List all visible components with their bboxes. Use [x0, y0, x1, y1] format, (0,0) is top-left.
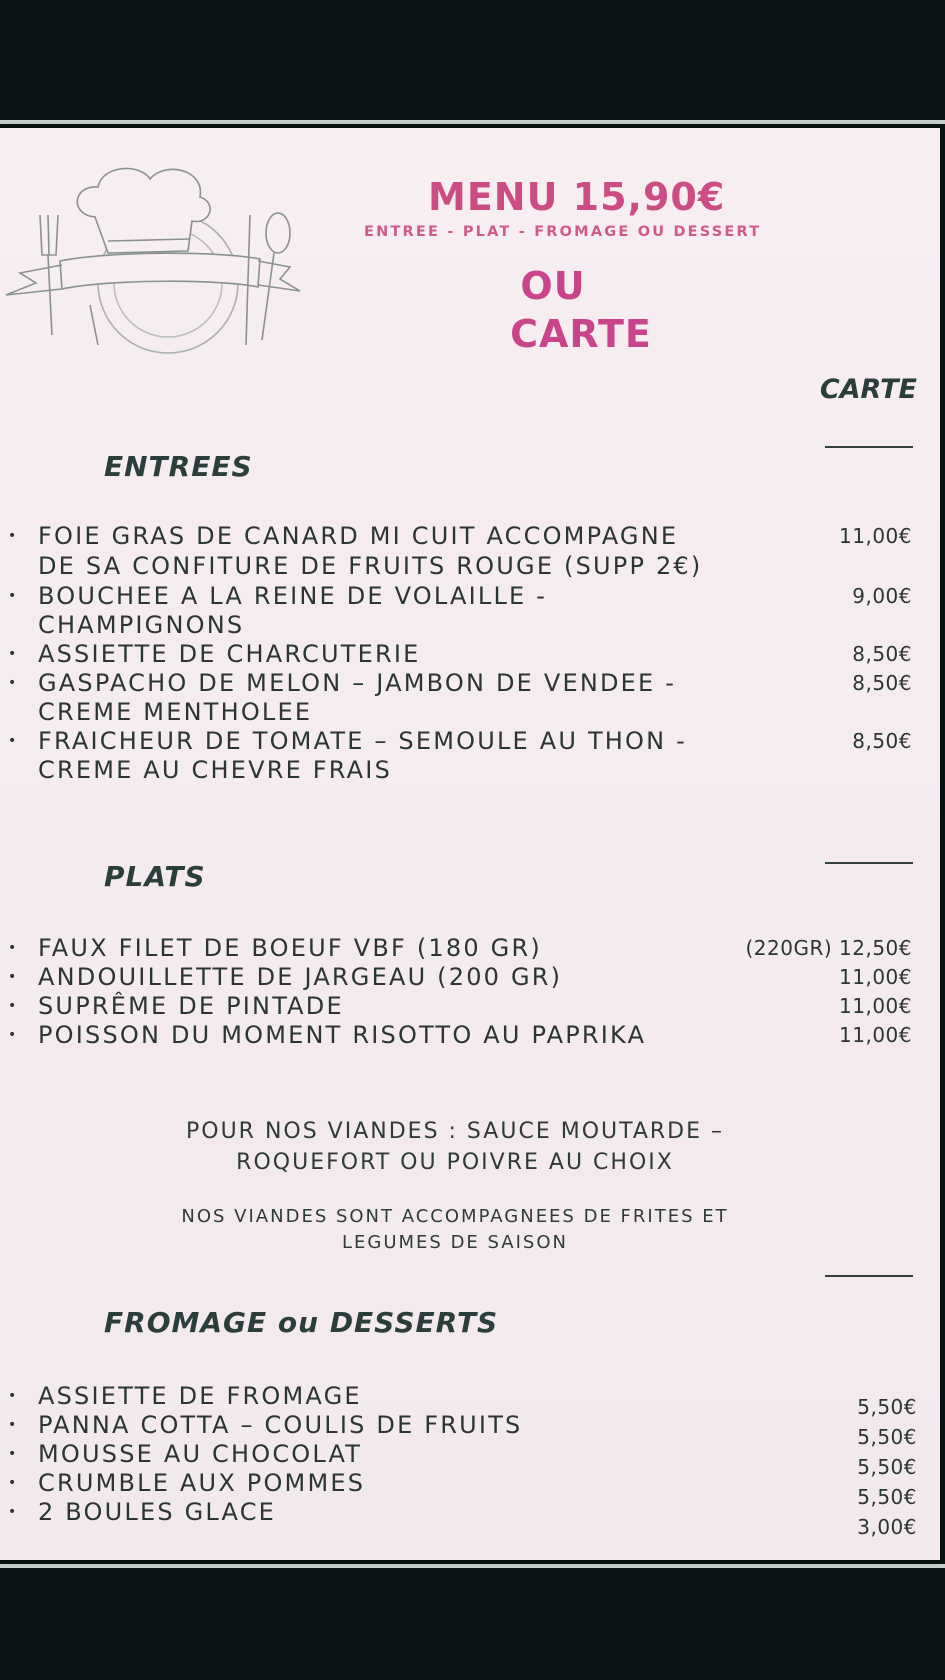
bullet-icon: • — [8, 1446, 19, 1462]
item-price: 5,50€ — [857, 1395, 917, 1419]
bullet-icon: • — [8, 969, 19, 985]
carte-word: CARTE — [510, 312, 652, 356]
divider-rule — [825, 446, 913, 448]
bullet-icon: • — [8, 1504, 19, 1520]
section-title-part: FROMAGE — [104, 1306, 268, 1339]
item-price: 8,50€ — [852, 729, 912, 753]
section-title-part: ou — [277, 1306, 320, 1339]
item-name: FRAICHEUR DE TOMATE – SEMOULE AU THON - — [38, 727, 687, 755]
item-price: 5,50€ — [857, 1425, 917, 1449]
bottom-frame-line — [0, 1564, 945, 1568]
sauce-note — [100, 1116, 810, 1178]
bullet-icon: • — [8, 646, 19, 662]
item-name: FOIE GRAS DE CANARD MI CUIT ACCOMPAGNE — [38, 522, 679, 550]
sides-note — [100, 1204, 810, 1256]
item-price: 3,00€ — [857, 1515, 917, 1539]
section-title-part: DESSERTS — [329, 1306, 499, 1339]
sauce-note-line: ROQUEFORT OU POIVRE AU CHOIX — [236, 1150, 674, 1175]
item-price: 9,00€ — [852, 584, 912, 608]
or-word: OU — [520, 264, 586, 308]
sauce-note-line: POUR NOS VIANDES : SAUCE MOUTARDE – — [185, 1119, 725, 1144]
bullet-icon: • — [8, 675, 19, 691]
bullet-icon: • — [8, 1388, 19, 1404]
bullet-icon: • — [8, 528, 19, 544]
item-name: POISSON DU MOMENT RISOTTO AU PAPRIKA — [38, 1021, 647, 1049]
item-name: PANNA COTTA – COULIS DE FRUITS — [38, 1411, 523, 1439]
bullet-icon: • — [8, 733, 19, 749]
section-title-entrees: ENTREES — [104, 450, 253, 483]
bullet-icon: • — [8, 1417, 19, 1433]
item-price: 11,00€ — [839, 1023, 912, 1047]
chef-hat-plate-cutlery-icon — [0, 155, 320, 355]
item-price: 8,50€ — [852, 642, 912, 666]
item-price: 5,50€ — [857, 1455, 917, 1479]
item-name: DE SA CONFITURE DE FRUITS ROUGE (SUPP 2€) — [38, 552, 703, 580]
sides-note-line: LEGUMES DE SAISON — [342, 1232, 568, 1253]
item-name: CHAMPIGNONS — [38, 611, 245, 639]
bullet-icon: • — [8, 588, 19, 604]
item-name: CREME MENTHOLEE — [38, 698, 313, 726]
item-name: ASSIETTE DE FROMAGE — [38, 1382, 362, 1410]
item-name: CRUMBLE AUX POMMES — [38, 1469, 366, 1497]
divider-rule — [825, 1275, 913, 1277]
item-price: 11,00€ — [839, 965, 912, 989]
bullet-icon: • — [8, 1475, 19, 1491]
section-title-plats: PLATS — [104, 860, 206, 893]
item-price: 11,00€ — [839, 994, 912, 1018]
item-price: (220GR) 12,50€ — [745, 936, 912, 960]
item-name: FAUX FILET DE BOEUF VBF (180 GR) — [38, 934, 542, 962]
bullet-icon: • — [8, 1027, 19, 1043]
item-name: CREME AU CHEVRE FRAIS — [38, 756, 393, 784]
bullet-icon: • — [8, 940, 19, 956]
top-frame-line — [0, 120, 945, 124]
item-name: ASSIETTE DE CHARCUTERIE — [38, 640, 421, 668]
section-title-desserts — [104, 1306, 498, 1339]
menu-subtitle: ENTREE - PLAT - FROMAGE OU DESSERT — [364, 224, 762, 240]
item-name: GASPACHO DE MELON – JAMBON DE VENDEE - — [38, 669, 677, 697]
bullet-icon: • — [8, 998, 19, 1014]
item-name: SUPRÊME DE PINTADE — [38, 992, 344, 1020]
item-name: MOUSSE AU CHOCOLAT — [38, 1440, 363, 1468]
menu-price-title: MENU 15,90€ — [428, 175, 726, 219]
sides-note-line: NOS VIANDES SONT ACCOMPAGNEES DE FRITES ET — [181, 1206, 729, 1227]
item-price: 11,00€ — [839, 524, 912, 548]
carte-column-label: CARTE — [819, 374, 917, 405]
item-name: 2 BOULES GLACE — [38, 1498, 277, 1526]
item-price: 5,50€ — [857, 1485, 917, 1509]
divider-rule — [825, 862, 913, 864]
item-name: ANDOUILLETTE DE JARGEAU (200 GR) — [38, 963, 563, 991]
item-price: 8,50€ — [852, 671, 912, 695]
item-name: BOUCHEE A LA REINE DE VOLAILLE - — [38, 582, 548, 610]
